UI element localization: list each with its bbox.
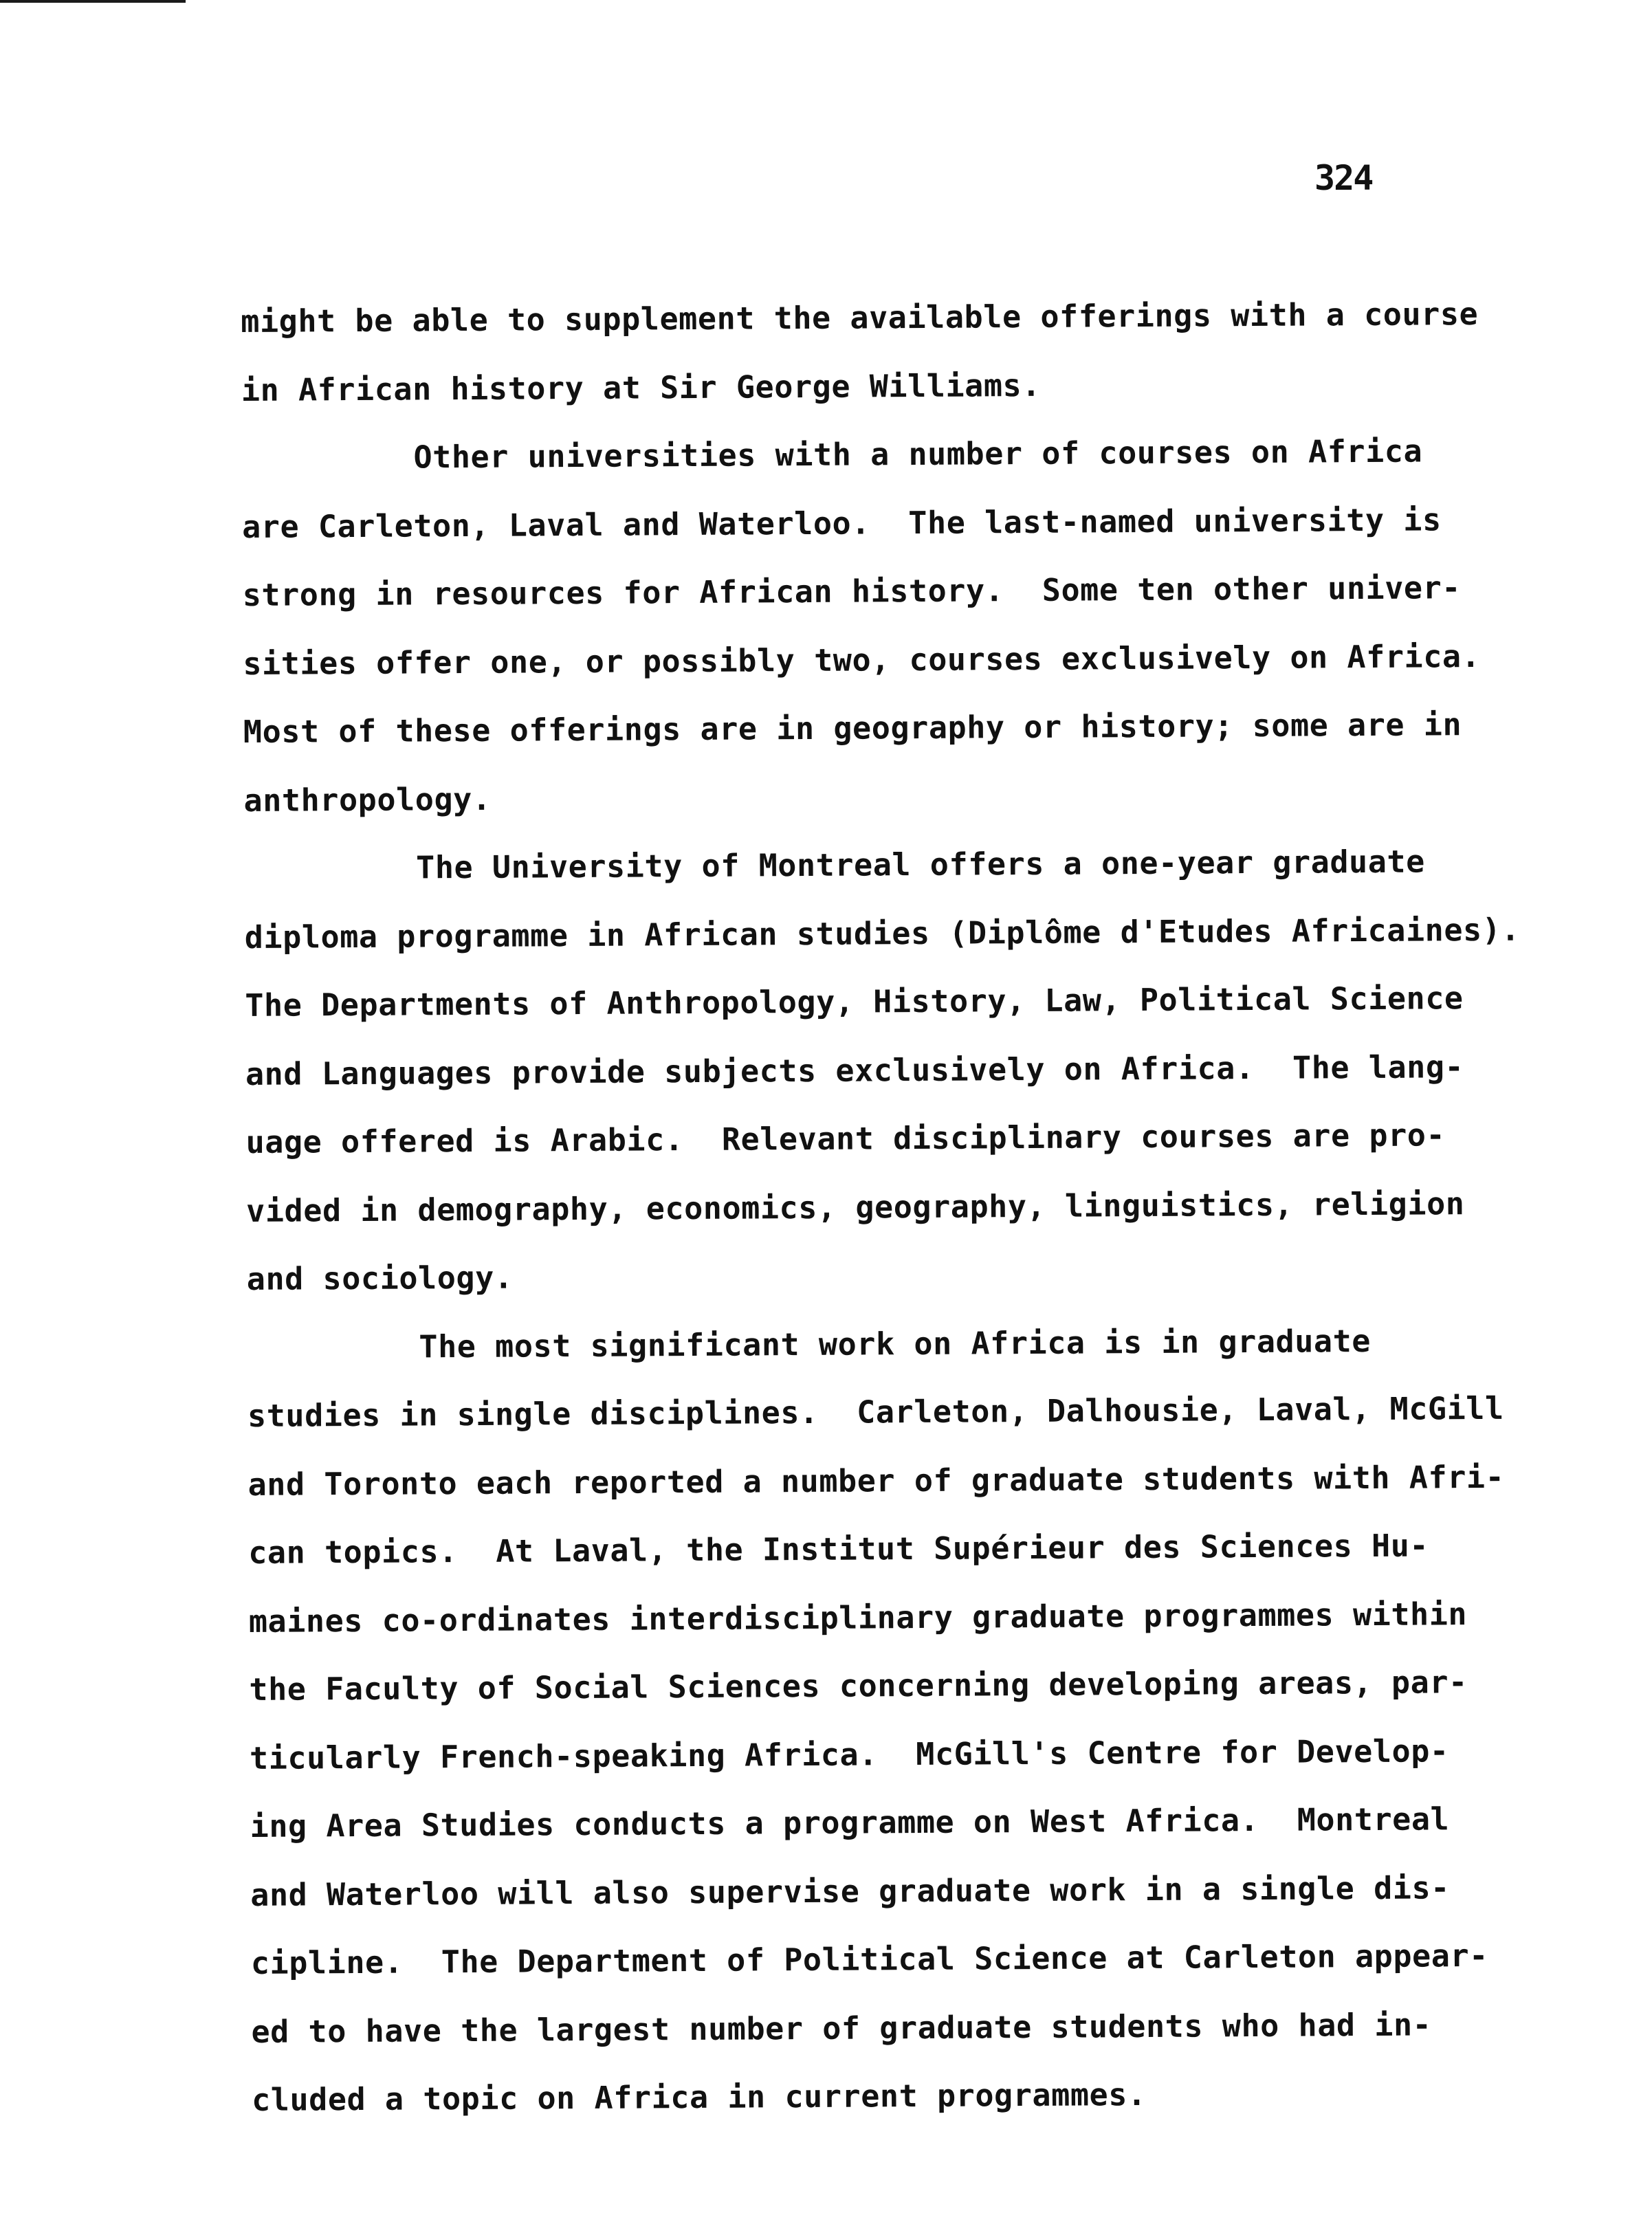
- text-line: sities offer one, or possibly two, courses exclusively on Africa.: [243, 637, 1481, 682]
- scan-edge-mark: [0, 0, 186, 3]
- text-line: cluded a topic on Africa in current programmes.: [251, 2076, 1147, 2118]
- text-line: might be able to supplement the available offerings with a course: [241, 296, 1479, 340]
- text-line: studies in single disciplines. Carleton, Dalhousie, Laval, McGill: [247, 1389, 1504, 1434]
- page-number: 324: [1314, 158, 1373, 198]
- text-line: cipline. The Department of Political Science at Carleton appear-: [250, 1937, 1489, 1981]
- text-line: Most of these offerings are in geography or history; some are in: [243, 706, 1462, 750]
- text-line: in African history at Sir George Williams.: [241, 366, 1042, 408]
- text-line: strong in resources for African history. Some ten other univer-: [242, 569, 1462, 613]
- text-line: ticularly French-speaking Africa. McGill's Centre for Develop-: [249, 1732, 1449, 1776]
- text-line: and Waterloo will also supervise graduate work in a single dis-: [250, 1869, 1451, 1913]
- paragraph-start-line: Other universities with a number of courses on Africa: [413, 432, 1423, 476]
- text-line: ed to have the largest number of graduate students who had in-: [251, 2005, 1432, 2050]
- text-line: are Carleton, Laval and Waterloo. The last-named university is: [241, 500, 1442, 545]
- body-text: [241, 280, 1521, 2135]
- text-line: maines co-ordinates interdisciplinary graduate programmes within: [248, 1595, 1468, 1640]
- text-line: and Languages provide subjects exclusively on Africa. The lang-: [245, 1048, 1464, 1092]
- text-line: ing Area Studies conducts a programme on West Africa. Montreal: [250, 1801, 1450, 1845]
- text-line: uage offered is Arabic. Relevant disciplinary courses are pro-: [245, 1116, 1446, 1160]
- text-line: diploma programme in African studies (Diplôme d'Etudes Africaines).: [244, 911, 1521, 956]
- paragraph-start-line: The University of Montreal offers a one-year graduate: [415, 843, 1425, 886]
- text-line: The Departments of Anthropology, History, Law, Political Science: [245, 980, 1464, 1024]
- text-line: and Toronto each reported a number of graduate students with Afri-: [247, 1458, 1505, 1503]
- text-line: and sociology.: [246, 1259, 514, 1297]
- paragraph-start-line: The most significant work on Africa is in graduate: [419, 1322, 1372, 1365]
- text-line: the Faculty of Social Sciences concerning developing areas, par-: [249, 1664, 1468, 1708]
- text-line: anthropology.: [243, 780, 492, 819]
- text-line: vided in demography, economics, geography, linguistics, religion: [246, 1185, 1465, 1229]
- text-line: can topics. At Laval, the Institut Supérieur des Sciences Hu-: [248, 1527, 1429, 1571]
